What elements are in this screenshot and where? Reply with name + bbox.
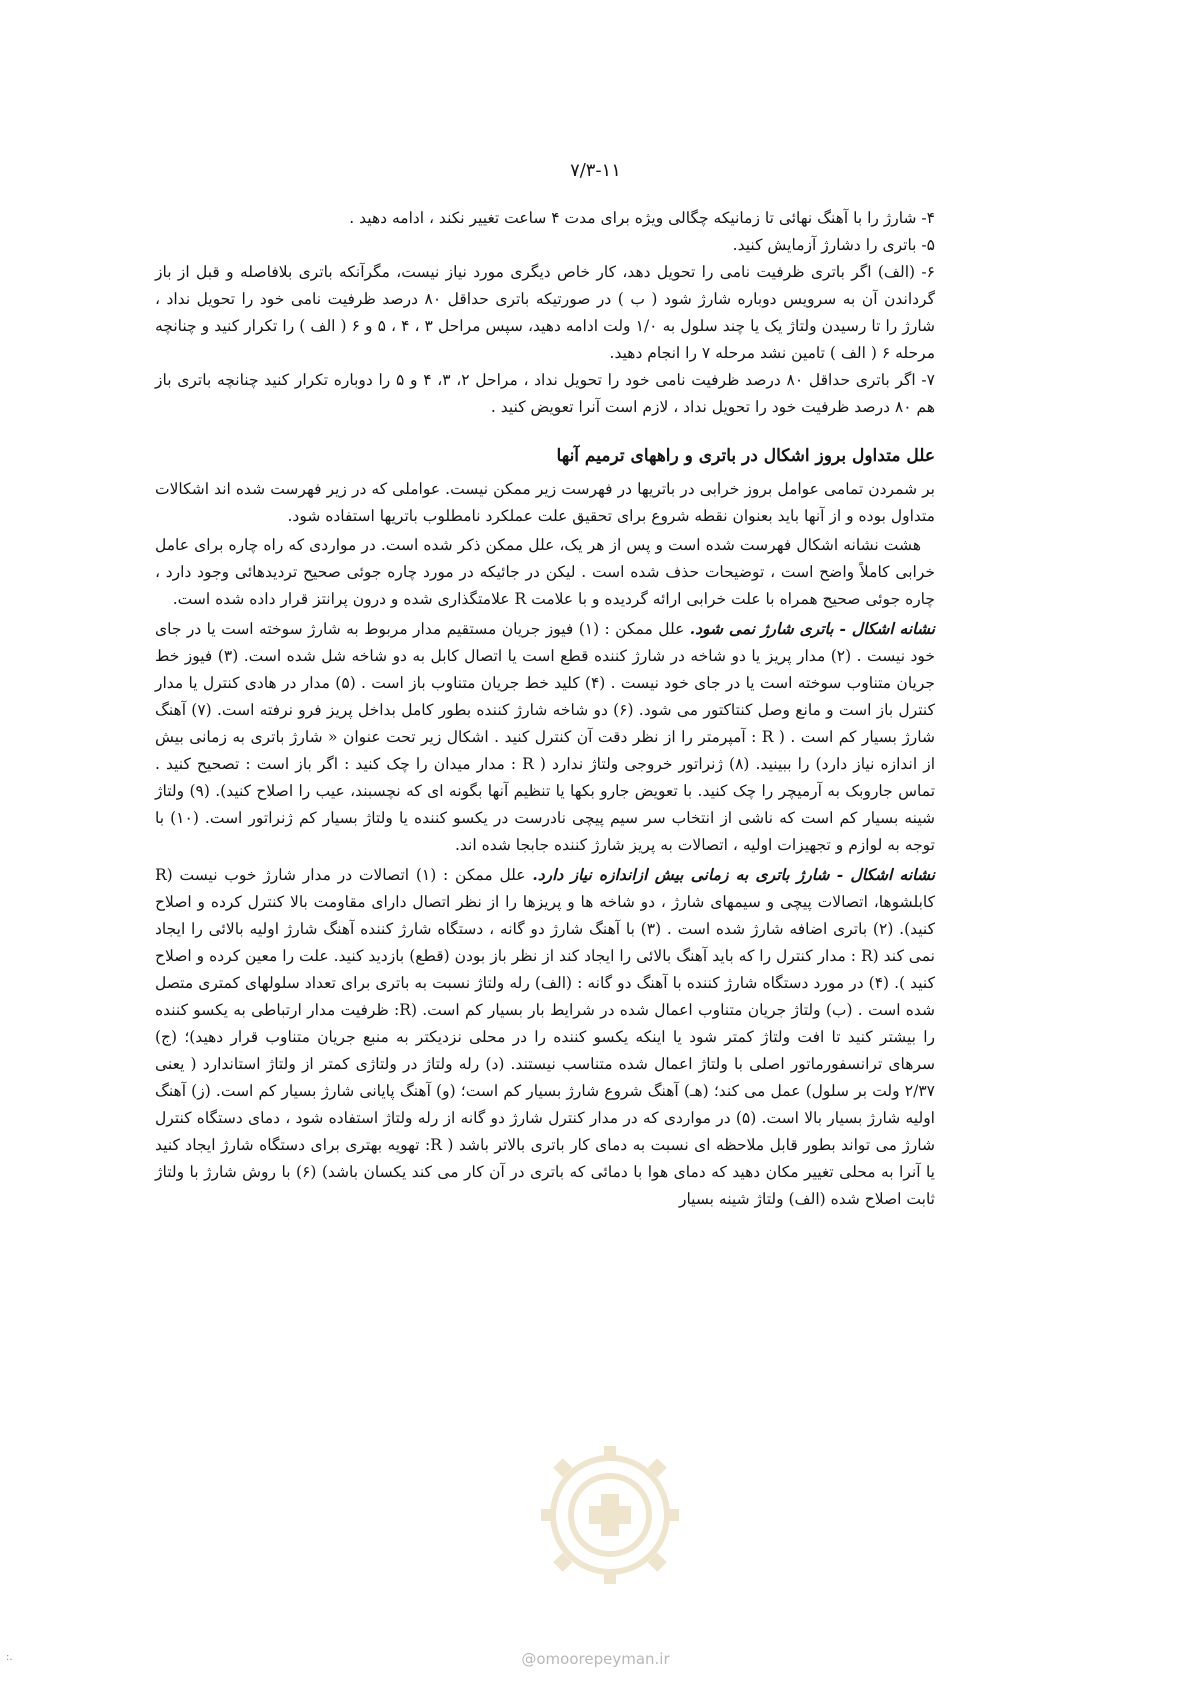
step-text: شارژ را با آهنگ نهائی تا زمانیکه چگالی ویژه برای مدت ۴ ساعت تغییر نکند ، ادامه دهید . xyxy=(349,209,917,227)
step-number: ۴- xyxy=(921,209,935,227)
list-item xyxy=(155,259,935,367)
symptom-lead: نشانه اشکال - باتری شارژ نمی شود. xyxy=(689,619,935,638)
step-text: (الف) اگر باتری ظرفیت نامی را تحویل دهد، کار خاص دیگری مورد نیاز نیست، مگرآنکه باتری بلافاصله و قبل از باز گرداندن آن به سرویس دوباره شارژ شود ( ب ) در صورتیکه باتری حداقل ۸۰ درصد ظرفیت نامی خود را تحویل نداد ، شارژ را تا رسیدن ولتاژ یک یا چند سلول به ۱/۰ ولت ادامه دهید، سپس مراحل ۳ ، ۴ ، ۵ و ۶ ( الف ) را تکرار کنید و چنانچه مرحله ۶ ( الف ) تامین نشد مرحله ۷ را انجام دهید. xyxy=(155,263,936,362)
step-text: باتری را دشارژ آزمایش کنید. xyxy=(732,236,917,254)
symptom-text: علل ممکن : (۱) اتصالات در مدار شارژ خوب نیست (R کابلشوها، اتصالات پیچی و سیمهای شارژ ، دو شاخه ها و پریزها را از نظر اتصال دارای مقاومت بالا کنترل کرده و اصلاح کنید). (۲) باتری اضافه شارژ شده است . (۳) با آهنگ شارژ دو گانه ، دستگاه شارژ کننده آهنگ شارژ اولیه بالائی را ایجاد نمی کند (R : مدار کنترل را که باید آهنگ بالائی را ایجاد کند از نظر باز بودن (قطع) بازدید کنید. علت را معین کرده و اصلاح کنید ). (۴) در مورد دستگاه شارژ کننده با آهنگ دو گانه : (الف) رله ولتاژ نسبت به باتری برای تعداد سلولهای کمتری متصل شده است . (ب) ولتاژ جریان متناوب اعمال شده در شرایط بار بسیار کم است. (R: ظرفیت مدار ارتباطی به یکسو کننده را بیشتر کنید تا افت ولتاژ کمتر شود یا اینکه یکسو کننده را در محلی نزدیکتر به منبع جریان متناوب قرار دهید)؛ (ج) سرهای ترانسفورماتور اصلی با ولتاژ اعمال شده متناسب نیستند. (د) رله ولتاژ در ولتاژی کمتر از ولتاژ استاندارد ( یعنی ۲/۳۷ ولت بر سلول) عمل می کند؛ (هـ) آهنگ شروع شارژ بسیار کم است؛ (و) آهنگ پایانی شارژ بسیار کم است. (ز) آهنگ اولیه شارژ بسیار بالا است. (۵) در مواردی که در مدار کنترل شارژ دو گانه از رله ولتاژ استفاده شود ، دمای دستگاه کنترل شارژ می تواند بطور قابل ملاحظه ای نسبت به دمای کار باتری بالاتر باشد ( R: تهویه بهتری برای دستگاه شارژ ایجاد کنید یا آنرا به محلی تغییر مکان دهید که دمای هوا با دمائی که باتری در آن کار می کند یکسان باشد) (۶) با روش شارژ با ولتاژ ثابت اصلاح شده (الف) ولتاژ شینه بسیار xyxy=(155,866,936,1208)
list-item xyxy=(155,367,935,421)
list-item xyxy=(155,205,935,232)
website-footer: @omoorepeyman.ir xyxy=(521,1650,670,1668)
step-text: اگر باتری حداقل ۸۰ درصد ظرفیت نامی خود را تحویل نداد ، مراحل ۲، ۳، ۴ و ۵ را دوباره تکرار کنید چنانچه باتری باز هم ۸۰ درصد ظرفیت خود را تحویل نداد ، لازم است آنرا تعویض کنید . xyxy=(155,371,935,416)
symptom-paragraph xyxy=(155,861,935,1213)
step-number: ۶- xyxy=(921,263,935,281)
list-item xyxy=(155,232,935,259)
step-number: ۵- xyxy=(921,236,935,254)
intro-paragraph: بر شمردن تمامی عوامل بروز خرابی در باتریها در فهرست زیر ممکن نیست. عواملی که در زیر فهرست شده اند اشکالات متداول بوده و از آنها باید بعنوان نقطه شروع برای تحقیق علت عملکرد نامطلوب باتریها استفاده شود. xyxy=(155,480,935,525)
section-heading: علل متداول بروز اشکال در باتری و راههای ترمیم آنها xyxy=(556,446,935,466)
procedure-steps xyxy=(155,205,935,421)
symptom-text: علل ممکن : (۱) فیوز جریان مستقیم مدار مربوط به شارژ سوخته است یا در جای خود نیست . (۲) مدار پریز یا دو شاخه در شارژ کننده قطع است یا اتصال کابل به دو شاخه شل شده است. (۳) فیوز خط جریان متناوب سوخته است یا در جای خود نیست . (۴) کلید خط جریان متناوب باز است . (۵) مدار در هادی کنترل یا مدار کنترل باز است و مانع وصل کنتاکتور می شود. (۶) دو شاخه شارژ کننده بطور کامل بداخل پریز فرو نرفته است. (۷) آهنگ شارژ بسیار کم است . ( R : آمپرمتر را از نظر دقت آن کنترل کنید . اشکال زیر تحت عنوان « شارژ باتری به زمانی بیش از اندازه نیاز دارد) را ببینید. (۸) ژنراتور خروجی ولتاژ ندارد ( R : مدار میدان را چک کنید : اگر باز است : تصحیح کنید . تماس جاروبک به آرمیچر را چک کنید. با تعویض جارو بکها یا تنظیم آنها بگونه ای که نچسبند، عیب را اصلاح کنید). (۹) ولتاژ شینه بسیار کم است که ناشی از انتخاب سر سیم پیچی نادرست در یکسو کننده یا ولتاژ بسیار کم ژنراتور است. (۱۰) با توجه به لوازم و تجهیزات اولیه ، اتصالات به پریز شارژ کننده جابجا شده اند. xyxy=(155,620,936,854)
corner-mark: :. xyxy=(6,1652,13,1663)
symptom-paragraph xyxy=(155,615,935,859)
intro-paragraph: هشت نشانه اشکال فهرست شده است و پس از هر یک، علل ممکن ذکر شده است. در مواردی که راه چاره برای عامل خرابی کاملاً واضح است ، توضیحات حذف شده است . لیکن در جائیکه در مورد چاره جوئی صحیح تردیدهائی وجود دارد ، چاره جوئی صحیح همراه با علت خرابی ارائه گردیده و با علامت R علامتگذاری شده و درون پرانتز قرار داده شده است. xyxy=(155,536,935,608)
page-number: ۷/۳-۱۱ xyxy=(570,160,621,181)
gear-seal-icon xyxy=(535,1440,685,1590)
symptom-lead: نشانه اشکال - شارژ باتری به زمانی بیش ازاندازه نیاز دارد. xyxy=(532,865,935,884)
step-number: ۷- xyxy=(921,371,935,389)
document-body xyxy=(155,205,935,1215)
